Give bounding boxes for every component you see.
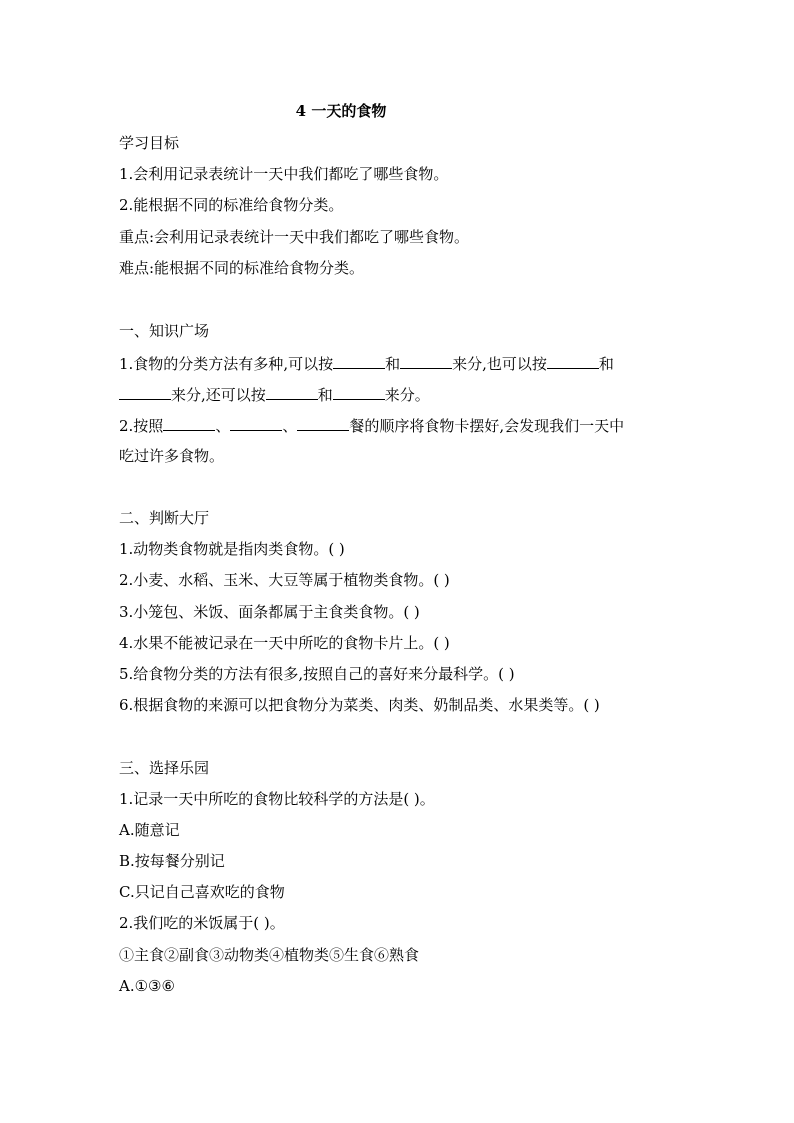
q2-text-b: 、	[215, 417, 231, 435]
answer-blank[interactable]	[547, 352, 599, 369]
difficulty-point: 难点:能根据不同的标准给食物分类。	[119, 259, 365, 277]
goal-item-1: 1.会利用记录表统计一天中我们都吃了哪些食物。	[119, 165, 449, 183]
section1-q1-line1	[119, 352, 679, 374]
choice-q1-option-c: C.只记自己喜欢吃的食物	[119, 883, 285, 901]
q1-text-a: 1.食物的分类方法有多种,可以按	[119, 355, 334, 373]
answer-blank[interactable]	[230, 414, 282, 431]
q1-text-f: 和	[317, 386, 333, 404]
choice-q1: 1.记录一天中所吃的食物比较科学的方法是( )。	[119, 790, 435, 808]
judge-item-1: 1.动物类食物就是指肉类食物。( )	[119, 540, 345, 558]
choice-q2-choices: ①主食②副食③动物类④植物类⑤生食⑥熟食	[119, 946, 420, 964]
choice-q1-option-b: B.按每餐分别记	[119, 852, 225, 870]
section2-heading: 二、判断大厅	[119, 509, 210, 527]
q2-text-c: 、	[282, 417, 298, 435]
q1-text-g: 来分。	[384, 386, 430, 404]
section1-q1-line2	[119, 383, 679, 405]
section1-q2-line2: 吃过许多食物。	[119, 447, 225, 465]
q1-text-e: 来分,还可以按	[171, 386, 266, 404]
judge-item-4: 4.水果不能被记录在一天中所吃的食物卡片上。( )	[119, 634, 450, 652]
goals-heading: 学习目标	[119, 134, 180, 152]
judge-item-3: 3.小笼包、米饭、面条都属于主食类食物。( )	[119, 603, 420, 621]
page-title: 4 一天的食物	[295, 102, 387, 120]
section1-q2-line1	[119, 414, 679, 436]
section3-heading: 三、选择乐园	[119, 759, 210, 777]
goal-item-2: 2.能根据不同的标准给食物分类。	[119, 196, 344, 214]
q1-text-b: 和	[385, 355, 401, 373]
answer-blank[interactable]	[333, 383, 385, 400]
answer-blank[interactable]	[400, 352, 452, 369]
choice-q1-option-a: A.随意记	[119, 821, 180, 839]
section1-heading: 一、知识广场	[119, 322, 210, 340]
judge-item-2: 2.小麦、水稻、玉米、大豆等属于植物类食物。( )	[119, 571, 450, 589]
answer-blank[interactable]	[297, 414, 349, 431]
judge-item-6: 6.根据食物的来源可以把食物分为菜类、肉类、奶制品类、水果类等。( )	[119, 696, 600, 714]
judge-item-5: 5.给食物分类的方法有很多,按照自己的喜好来分最科学。( )	[119, 665, 515, 683]
answer-blank[interactable]	[119, 383, 171, 400]
q1-text-c: 来分,也可以按	[452, 355, 547, 373]
answer-blank[interactable]	[266, 383, 318, 400]
q1-text-d: 和	[598, 355, 614, 373]
key-point: 重点:会利用记录表统计一天中我们都吃了哪些食物。	[119, 228, 470, 246]
q2-text-d: 餐的顺序将食物卡摆好,会发现我们一天中	[349, 417, 625, 435]
choice-q2: 2.我们吃的米饭属于( )。	[119, 914, 285, 932]
answer-blank[interactable]	[163, 414, 215, 431]
answer-blank[interactable]	[333, 352, 385, 369]
q2-text-a: 2.按照	[119, 417, 164, 435]
choice-q2-option-a: A.①③⑥	[119, 977, 175, 995]
